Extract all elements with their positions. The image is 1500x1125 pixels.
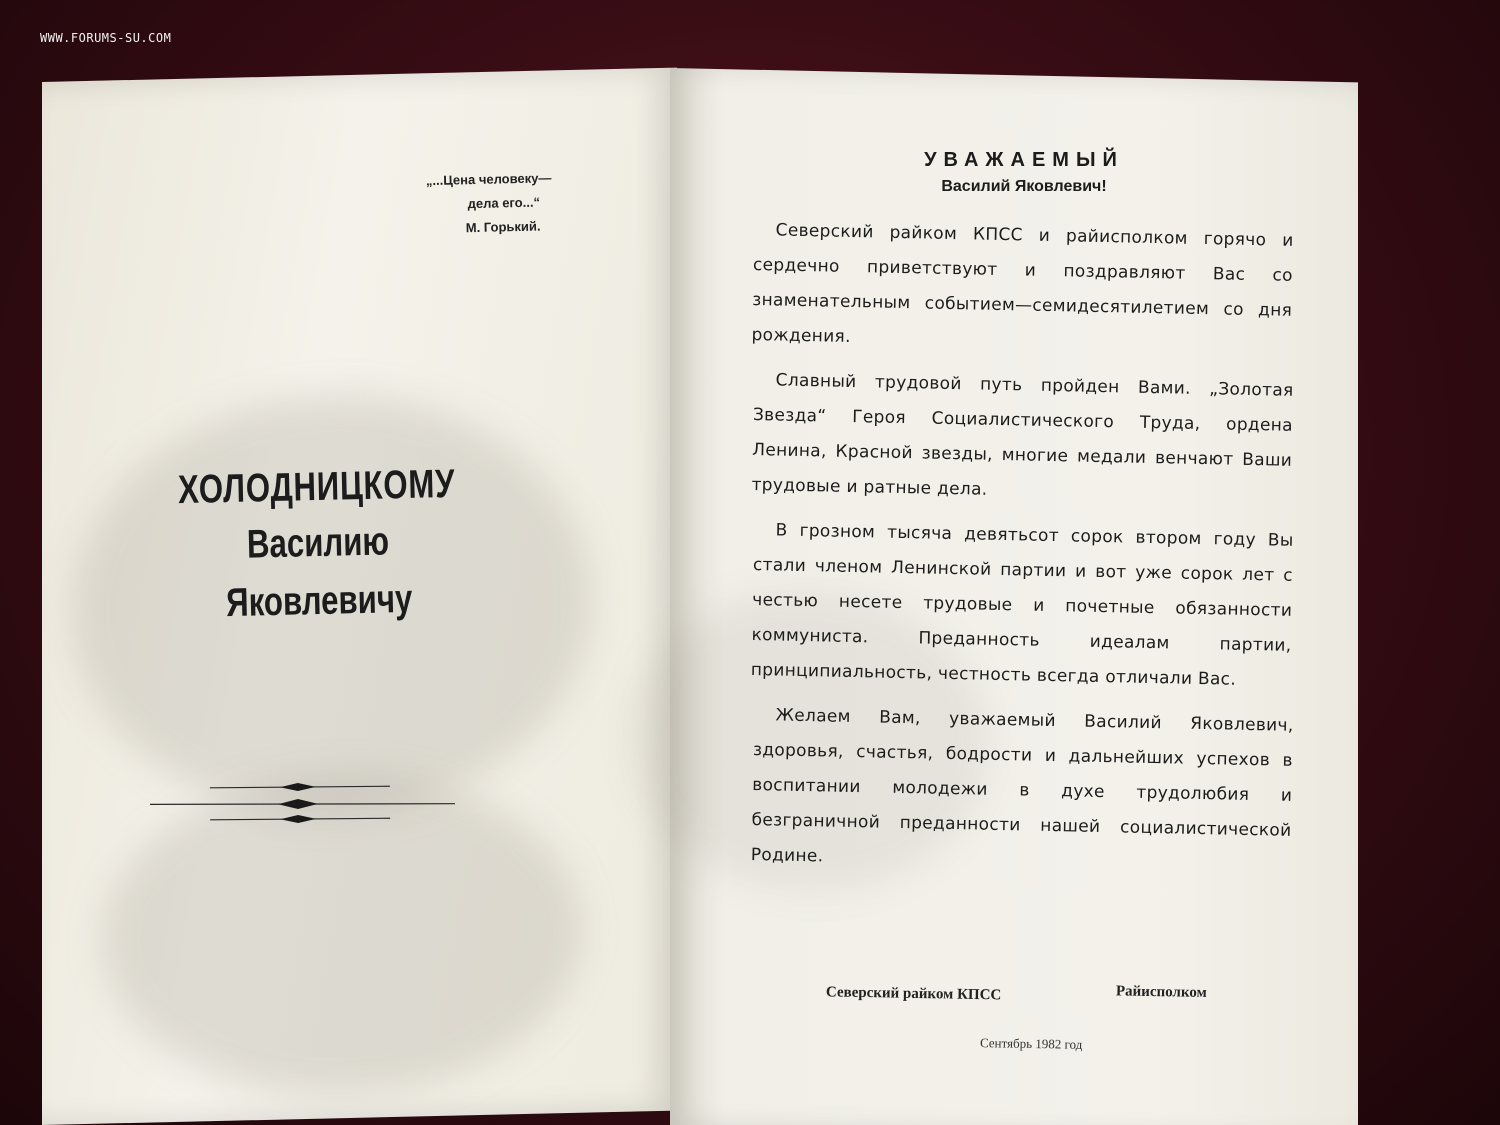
recipient-name: Василию Яковлевичу: [225, 519, 413, 626]
letter-paragraph: В грозном тысяча девятьсот сорок втором году Вы стали членом Ленинской партии и вот уже сорок лет с честью несете трудовые и почетные обязанности коммуниста. Преданность идеалам партии, принципиальность, честность всегда отличали Вас.: [750, 520, 1294, 690]
signature-executive-committee: Райисполком: [1115, 983, 1207, 1001]
signature-party-committee: Северский райком КПСС: [825, 984, 1002, 1004]
epigraph-line: дела его...“: [467, 194, 541, 212]
recipient-surname: ХОЛОДНИЦКОМУ: [177, 461, 456, 513]
letter-paragraph: Славный трудовой путь пройден Вами. „Золотая Звезда“ Героя Социалистического Труда, ордена Ленина, Красной звезды, многие медали венчают Ваши трудовые и ратные дела.: [751, 370, 1294, 500]
letter-date: Сентябрь 1982 год: [979, 1035, 1083, 1052]
watermark: WWW.FORUMS-SU.COM: [40, 31, 172, 45]
greeting-title: УВАЖАЕМЫЙ: [924, 149, 1124, 171]
letter-paragraph: Северский райком КПСС и райисполком горячо и сердечно приветствуют и поздравляют Вас со знаменательным событием—семидесятилетием со дня рождения.: [751, 220, 1294, 347]
epigraph-author: М. Горький.: [465, 218, 541, 236]
letter-body: [750, 145, 1294, 883]
greeting-addressee: Василий Яковлевич!: [941, 178, 1107, 195]
epigraph: [389, 166, 561, 242]
letter-paragraph: Желаем Вам, уважаемый Василий Яковлевич, здоровья, счастья, бодрости и дальнейших успехов в воспитании молодежи в духе трудолюбия и безграничной преданности нашей социалистической Родине.: [750, 705, 1294, 867]
ornament-divider: [150, 774, 461, 837]
epigraph-line: „...Цена человеку—: [425, 170, 552, 189]
recipient-block: [160, 456, 476, 633]
